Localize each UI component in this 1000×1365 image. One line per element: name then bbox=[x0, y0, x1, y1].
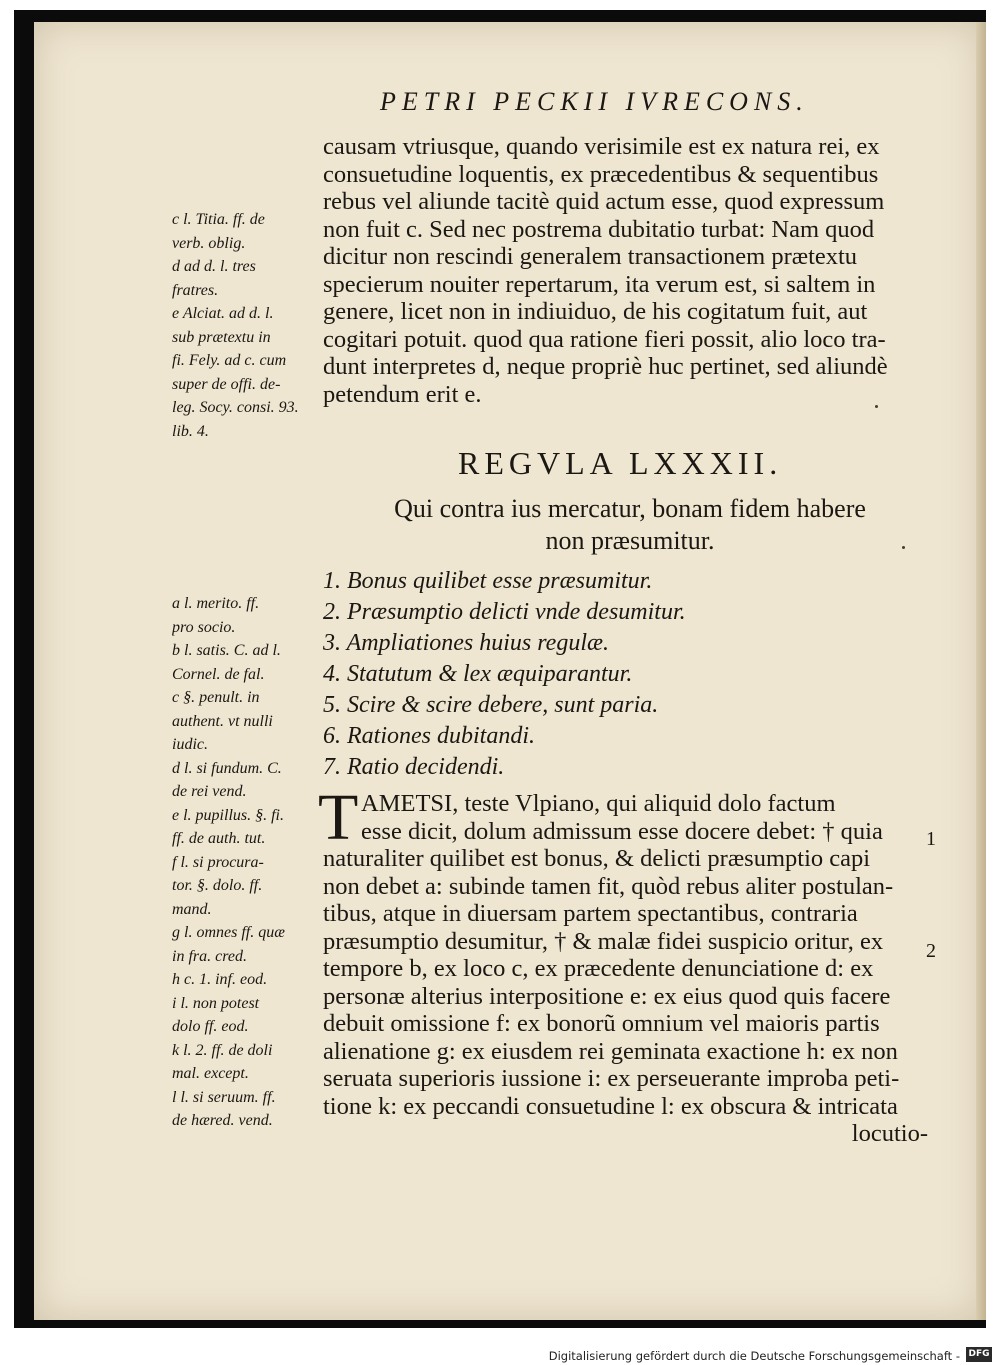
text-line: tempore b, ex loco c, ex præcedente denunciatione d: ex bbox=[323, 955, 874, 982]
page-edge bbox=[976, 22, 986, 1320]
running-head: PETRI PECKII IVRECONS. bbox=[380, 87, 809, 116]
text-line: consuetudine loquentis, ex præcedentibus & sequentibus bbox=[323, 160, 879, 188]
text-line: personæ alterius interpositione e: ex eius quod quis facere bbox=[323, 982, 891, 1010]
margin-note: de hæred. vend. bbox=[172, 1112, 273, 1129]
footer-credit: Digitalisierung gefördert durch die Deutsche Forschungsgemeinschaft - bbox=[548, 1349, 960, 1363]
margin-note: fratres. bbox=[172, 281, 219, 299]
text-line: seruata superioris iussione i: ex perseuerante improba peti- bbox=[323, 1065, 900, 1092]
rule-subtitle bbox=[350, 493, 910, 557]
text-line: alienatione g: ex eiusdem rei geminata exactione h: ex non bbox=[323, 1037, 898, 1065]
dfg-logo: DFG bbox=[966, 1347, 992, 1362]
paper-speck bbox=[875, 405, 878, 408]
margin-note: k l. 2. ff. de doli bbox=[172, 1041, 273, 1059]
margin-note: sub prætextu in bbox=[172, 328, 271, 346]
text-line: dicitur non rescindi generalem transactionem prætextu bbox=[323, 243, 858, 270]
margin-note: lib. 4. bbox=[172, 422, 209, 440]
rule-title: REGVLA LXXXII. bbox=[458, 445, 783, 481]
margin-note: Cornel. de fal. bbox=[172, 665, 265, 683]
margin-notes-bottom bbox=[172, 592, 322, 1133]
margin-note: verb. oblig. bbox=[172, 234, 246, 252]
margin-note: i l. non potest bbox=[172, 994, 260, 1012]
text-line: AMETSI, teste Vlpiano, qui aliquid dolo factum bbox=[361, 790, 836, 817]
text-line: cogitari potuit. quod qua ratione fieri possit, alio loco tra- bbox=[323, 325, 886, 353]
margin-note: e Alciat. ad d. l. bbox=[172, 305, 274, 322]
summary-item: 4. Statutum & lex æquiparantur. bbox=[323, 661, 633, 687]
text-line: petendum erit e. bbox=[323, 380, 482, 408]
summary-item: 5. Scire & scire debere, sunt paria. bbox=[323, 692, 659, 718]
text-line: tione k: ex peccandi consuetudine l: ex obscura & intricata bbox=[323, 1092, 898, 1120]
text-line: tibus, atque in diuersam partem spectantibus, contraria bbox=[323, 900, 858, 927]
body-text-bottom bbox=[323, 790, 928, 1148]
margin-note: iudic. bbox=[172, 736, 208, 753]
margin-note: d l. si fundum. C. bbox=[172, 759, 282, 777]
margin-note: authent. vt nulli bbox=[172, 712, 273, 730]
text-line: dunt interpretes d, neque propriè huc pertinet, sed aliundè bbox=[323, 353, 888, 380]
margin-note: leg. Socy. consi. 93. bbox=[172, 399, 299, 416]
margin-note: b l. satis. C. ad l. bbox=[172, 642, 281, 659]
margin-note: g l. omnes ff. quæ bbox=[172, 924, 285, 941]
margin-note: d ad d. l. tres bbox=[172, 258, 256, 275]
margin-note: super de offi. de- bbox=[172, 375, 281, 393]
text-line: non fuit c. Sed nec postrema dubitatio turbat: Nam quod bbox=[323, 215, 875, 243]
rule-summary bbox=[323, 566, 686, 783]
summary-item: 2. Præsumptio delicti vnde desumitur. bbox=[323, 599, 686, 625]
margin-note: f l. si procura- bbox=[172, 853, 264, 871]
text-line: locutio- bbox=[851, 1120, 928, 1147]
text-line: rebus vel aliunde tacitè quid actum esse, quod expressum bbox=[323, 188, 885, 215]
margin-note: c l. Titia. ff. de bbox=[172, 211, 265, 228]
drop-cap: T bbox=[318, 781, 359, 854]
text-line: debuit omissione f: ex bonorũ omnium vel maioris partis bbox=[323, 1010, 880, 1037]
digitization-footer bbox=[0, 1333, 1000, 1365]
text-line: genere, licet non in indiuiduo, de his cogitatum fuit, aut bbox=[323, 298, 868, 325]
margin-note: mal. except. bbox=[172, 1065, 249, 1082]
margin-note: ff. de auth. tut. bbox=[172, 830, 266, 847]
margin-note: a l. merito. ff. bbox=[172, 595, 260, 612]
margin-note: tor. §. dolo. ff. bbox=[172, 877, 263, 894]
summary-item: 6. Rationes dubitandi. bbox=[323, 723, 535, 749]
margin-note: l l. si seruum. ff. bbox=[172, 1088, 276, 1106]
margin-note: de rei vend. bbox=[172, 783, 247, 800]
body-text-top bbox=[323, 133, 928, 408]
margin-notes-top bbox=[172, 208, 322, 443]
margin-note: mand. bbox=[172, 900, 212, 918]
summary-item: 7. Ratio decidendi. bbox=[323, 754, 505, 780]
margin-note: h c. 1. inf. eod. bbox=[172, 971, 268, 988]
side-number: 1 bbox=[926, 828, 936, 850]
margin-note: in fra. cred. bbox=[172, 947, 247, 965]
summary-item: 1. Bonus quilibet esse præsumitur. bbox=[323, 568, 653, 594]
text-line: præsumptio desumitur, † & malæ fidei suspicio oritur, ex bbox=[323, 927, 884, 955]
text-line: non debet a: subinde tamen fit, quòd rebus aliter postulan- bbox=[323, 872, 894, 900]
rule-subtitle-line: non præsumitur. bbox=[545, 526, 715, 555]
margin-note: e l. pupillus. §. fi. bbox=[172, 806, 284, 824]
paper-speck bbox=[902, 546, 905, 549]
side-number: 2 bbox=[926, 940, 936, 962]
text-line: specierum nouiter repertarum, ita verum est, si saltem in bbox=[323, 270, 876, 298]
summary-item: 3. Ampliationes huius regulæ. bbox=[323, 630, 610, 656]
margin-note: fi. Fely. ad c. cum bbox=[172, 352, 287, 369]
rule-subtitle-line: Qui contra ius mercatur, bonam fidem habere bbox=[394, 494, 866, 523]
text-line: causam vtriusque, quando verisimile est ex natura rei, ex bbox=[323, 133, 880, 160]
margin-note: pro socio. bbox=[172, 618, 236, 636]
text-line: esse dicit, dolum admissum esse docere debet: † quia bbox=[361, 817, 883, 845]
text-line: naturaliter quilibet est bonus, & delicti præsumptio capi bbox=[323, 845, 871, 872]
margin-note: c §. penult. in bbox=[172, 689, 260, 706]
margin-note: dolo ff. eod. bbox=[172, 1018, 249, 1035]
